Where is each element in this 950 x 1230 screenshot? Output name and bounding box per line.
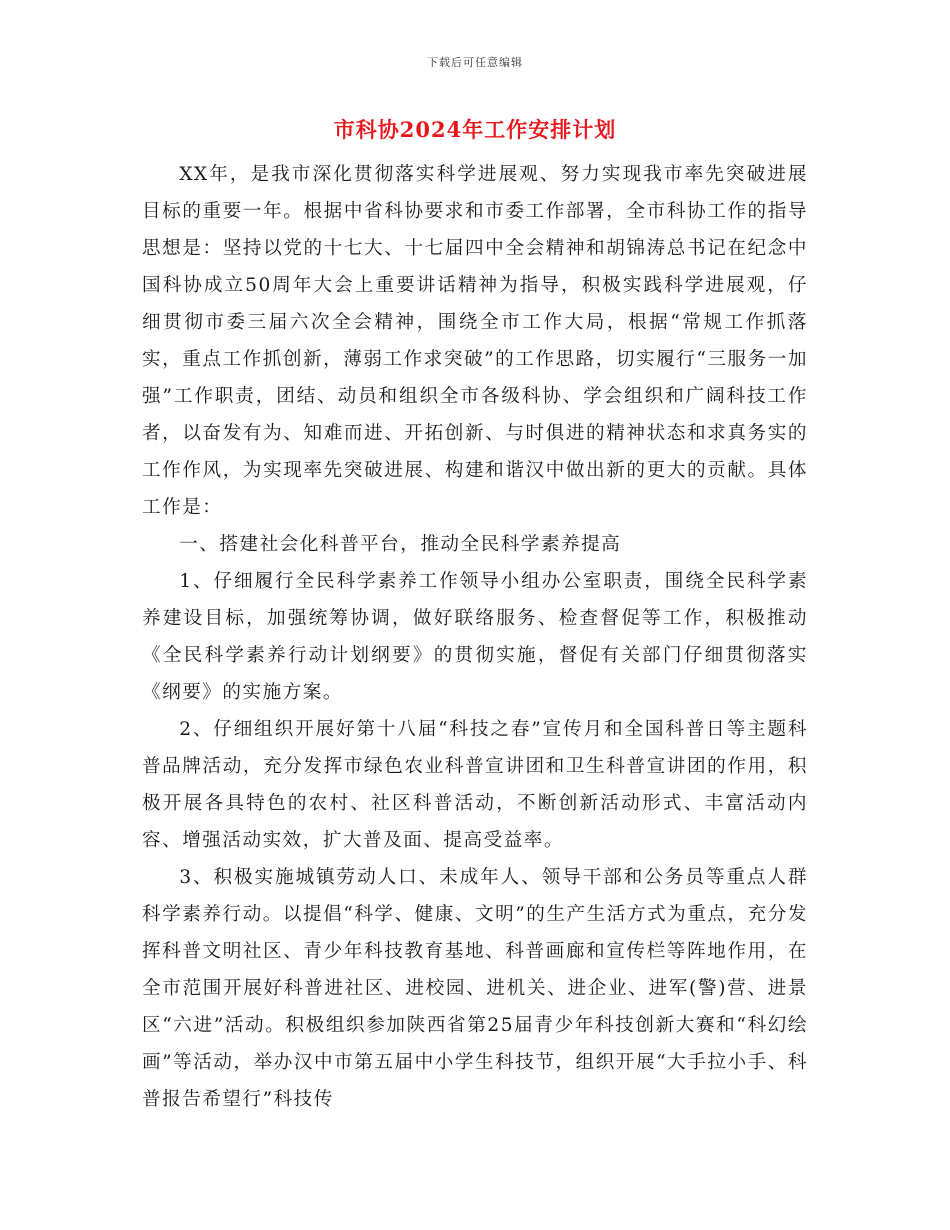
list-item-3: 3、积极实施城镇劳动人口、未成年人、领导干部和公务员等重点人群科学素养行动。以提倡“科学、健康、文明”的生产生活方式为重点，充分发挥科普文明社区、青少年科技教育基地、科普画廊和宣传栏等阵地作用，在全市范围开展好科普进社区、进校园、进机关、进企业、进军(警)营、进景区“六进”活动。积极组织参加陕西省第25届青少年科技创新大赛和“科幻绘画”等活动，举办汉中市第五届中小学生科技节，组织开展“大手拉小手、科普报告希望行”科技传 [142, 867, 808, 1110]
document-title: 市科协2024年工作安排计划 [333, 117, 617, 142]
list-item-2: 2、仔细组织开展好第十八届“科技之春”宣传月和全国科普日等主题科普品牌活动，充分发挥市绿色农业科普宣讲团和卫生科普宣讲团的作用，积极开展各具特色的农村、社区科普活动，不断创新活动形式、丰富活动内容、增强活动实效，扩大普及面、提高受益率。 [142, 719, 808, 851]
intro-paragraph: XX年，是我市深化贯彻落实科学进展观、努力实现我市率先突破进展目标的重要一年。根据中省科协要求和市委工作部署，全市科协工作的指导思想是：坚持以党的十七大、十七届四中全会精神和胡锦涛总书记在纪念中国科协成立50周年大会上重要讲话精神为指导，积极实践科学进展观，仔细贯彻市委三届六次全会精神，围绕全市工作大局，根据“常规工作抓落实，重点工作抓创新，薄弱工作求突破”的工作思路，切实履行“三服务一加强”工作职责，团结、动员和组织全市各级科协、学会组织和广阔科技工作者，以奋发有为、知难而进、开拓创新、与时俱进的精神状态和求真务实的工作作风，为实现率先突破进展、构建和谐汉中做出新的更大的贡献。具体工作是： [142, 164, 808, 518]
document-body [142, 156, 808, 1118]
list-item-1: 1、仔细履行全民科学素养工作领导小组办公室职责，围绕全民科学素养建设目标，加强统筹协调，做好联络服务、检查督促等工作，积极推动《全民科学素养行动计划纲要》的贯彻实施，督促有关部门仔细贯彻落实《纲要》的实施方案。 [142, 571, 808, 703]
header-note: 下载后可任意编辑 [427, 56, 523, 69]
section-heading: 一、搭建社会化科普平台，推动全民科学素养提高 [179, 534, 622, 555]
